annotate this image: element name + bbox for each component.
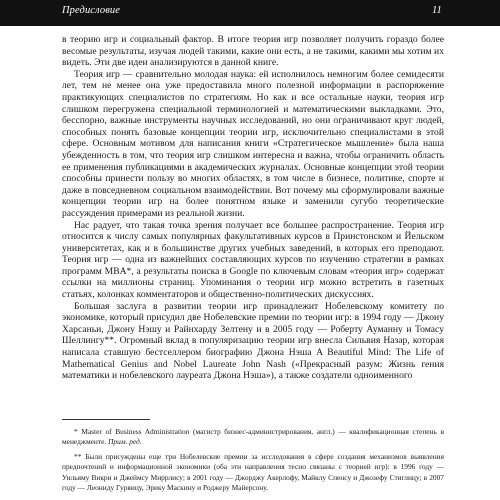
footnote-text: Были присуждены еще три Нобелевские премии за исследования в сфере создания механизмов выявления предпочтений и информационной экономики (оба эти направления тесно связаны с теорией игр): в 1996 году — Уильяму Викри и Джеймсу Миррлису; в 2001 году — Джорджу Акерлофу, Майклу Спенсу и Джозефу Стиглицу; в 2007 году — Леониду Гурвицу, Эрику Маскину и Роджеру Майерсону. [62,451,444,493]
footnote-mark: ** [74,451,82,461]
footnote [62,427,444,448]
footnote-text: Master of Business Administration (магистр бизнес-администрирования, англ.) — квалификационная степень в менеджменте. [62,427,444,447]
running-header [0,0,500,26]
paragraph: Большая заслуга в развитии теории игр принадлежит Нобелевскому комитету по экономике, который присудил две Нобелевские премии по теории игр: в 1994 году — Джону Харсаньи, Джону Нэшу и Райнхарду Зелтену и в 2005 году — Роберту Ауманну и Томасу Шеллингу**. Огромный вклад в популяризацию теории игр внесла Сильвия Назар, которая написала ставшую бестселлером биографию Джона Нэша A Beautiful Mind: The Life of Mathematical Genius and Nobel Laureate John Nash («Прекрасный разум: Жизнь гения математики и нобелевского лауреата Джона Нэша»), а также создатели одноименного [62,300,444,382]
paragraph: Теория игр — сравнительно молодая наука: ей исполнилось немногим более семидесяти лет, тем не менее она уже предоставила много полезной информации в распоряжение практикующих специалистов по стратегиям. Но как и все остальные науки, теория игр слишком перегружена специальной терминологией и математическими выкладками. Это, бесспорно, важные инструменты научных исследований, но они ограничивают круг людей, способных понять базовые концепции теории игр, исключительно специалистами в этой сфере. Основным мотивом для написания книги «Стратегическое мышление» была наша убежденность в том, что теория игр слишком интересна и важна, чтобы ограничить область ее применения публикациями в академических журналах. Основные концепции этой теории способны принести пользу во многих областях, в том числе в бизнесе, политике, спорте и даже в повседневном социальном взаимодействии. Вот почему мы сформулировали важные концепции теории игр на более понятном языке и заменили сугубо теоретические рассуждения примерами из реальной жизни. [62,68,444,219]
footnotes [62,427,444,493]
footnote-sign: Прим. ред. [108,437,142,447]
main-text [62,34,444,382]
page-number: 11 [432,5,442,16]
paragraph: Нас радует, что такая точка зрения получает все большее распространение. Теория игр относится к числу самых популярных факультативных курсов в Принстонском и Йельском университетах, как и в большинстве других учебных заведений, в которых его преподают. Теория игр — одна из важнейших составляющих курсов по изучению стратегии в рамках программ MBA*, а результаты поиска в Google по ключевым словам «теория игр» содержат ссылки на миллионы страниц. Упоминания о теории игр можно встретить в газетных статьях, колонках комментаторов и общественно-политических дискуссиях. [62,219,444,301]
footnote [62,452,444,494]
paragraph: в теорию игр и социальный фактор. В итоге теория игр позволяет получить гораздо более весомые результаты, изучая людей такими, какие они есть, а не такими, какими мы хотим их видеть. Эти две идеи анализируются в данной книге. [62,34,444,69]
footnote-divider [62,419,150,420]
chapter-title: Предисловие [62,5,120,16]
footnote-mark: * [74,427,78,436]
